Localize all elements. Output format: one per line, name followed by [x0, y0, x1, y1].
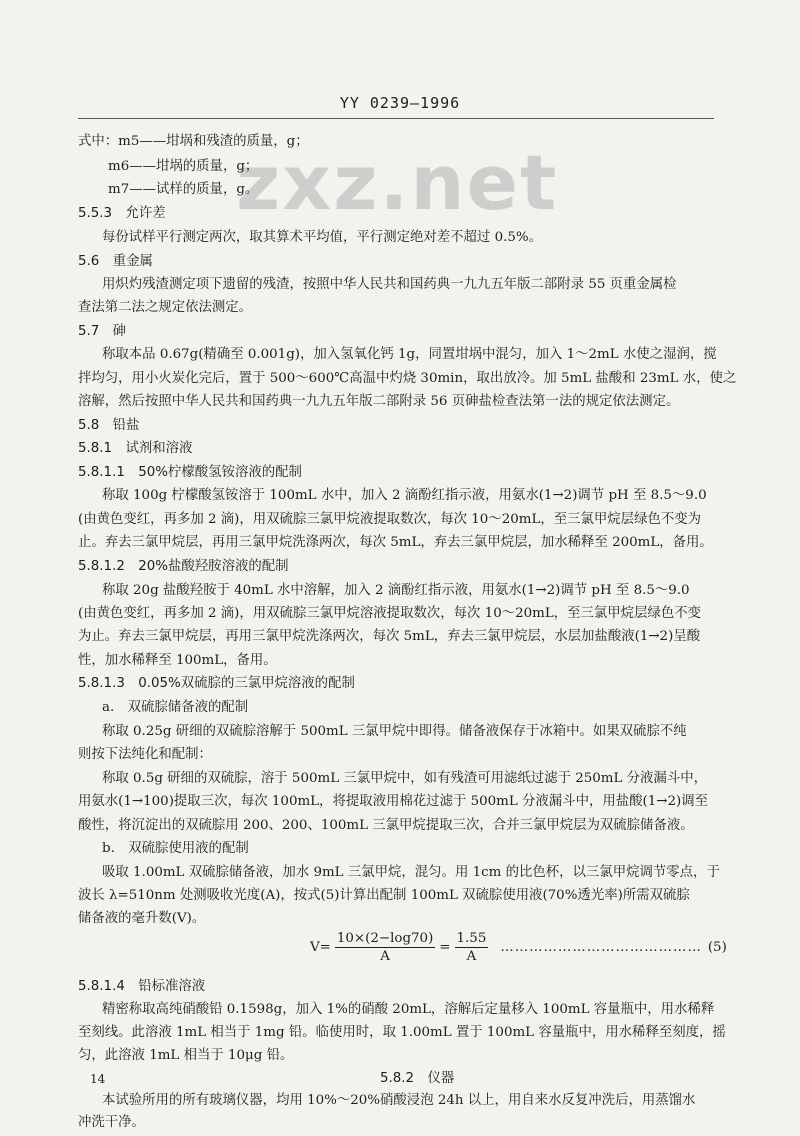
section-heading: 5.8.1.4 铅标准溶液: [78, 979, 206, 994]
body-line: 查法第二法之规定依法测定。: [78, 300, 253, 315]
body-line: 每份试样平行测定两次，取其算术平均值，平行测定绝对差不超过 0.5%。: [102, 230, 542, 245]
section-heading: 5.5.3 允许差: [78, 206, 166, 221]
section-heading: 5.8.1 试剂和溶液: [78, 441, 193, 456]
body-line: 储备液的毫升数(V)。: [78, 911, 206, 926]
body-line: 称取 100g 柠檬酸氢铵溶于 100mL 水中，加入 2 滴酚红指示液，用氨水(1→2)调节 pH 至 8.5～9.0: [102, 488, 707, 503]
body-line: 则按下法纯化和配制：: [78, 747, 212, 762]
body-line: 止。弃去三氯甲烷层，再用三氯甲烷洗涤两次，每次 5mL，弃去三氯甲烷层，加水稀释至 200mL，备用。: [78, 535, 713, 550]
body-line: 酸性，将沉淀出的双硫腙用 200、200、100mL 三氯甲烷提取三次，合并三氯甲烷层为双硫腙储备液。: [78, 818, 694, 833]
formula-legend-line: 式中：m5——坩埚和残渣的质量，g；: [78, 134, 309, 149]
body-line: 至刻线。此溶液 1mL 相当于 1mg 铅。临使用时，取 1.00mL 置于 100mL 容量瓶中，用水稀释至刻度，摇: [78, 1025, 726, 1040]
body-line: 用炽灼残渣测定项下遗留的残渣，按照中华人民共和国药典一九九五年版二部附录 55 页重金属检: [102, 277, 677, 292]
fraction-1-denominator: A: [380, 949, 390, 964]
body-line: 冲洗干净。: [78, 1115, 145, 1130]
body-line: 称取 20g 盐酸羟胺于 40mL 水中溶解，加入 2 滴酚红指示液，用氨水(1→2)调节 pH 至 8.5～9.0: [102, 583, 690, 598]
section-heading: 5.6 重金属: [78, 254, 153, 269]
page-number: 14: [90, 1072, 106, 1086]
formula-legend-line: m7——试样的质量，g。: [108, 182, 259, 197]
subsection-heading: b. 双硫腙使用液的配制: [102, 841, 249, 856]
body-line: 用氨水(1→100)提取三次，每次 100mL，将提取液用棉花过滤于 500mL 分液漏斗中，用盐酸(1→2)调至: [78, 794, 709, 809]
equation-number: (5): [707, 940, 727, 955]
section-heading: 5.7 砷: [78, 324, 127, 339]
equation-lhs: V=: [310, 940, 331, 955]
formula-legend-line: m6——坩埚的质量，g；: [108, 159, 259, 174]
body-line: 匀，此溶液 1mL 相当于 10μg 铅。: [78, 1048, 294, 1063]
section-heading: 5.8.1.3 0.05%双硫腙的三氯甲烷溶液的配制: [78, 676, 355, 691]
section-heading: 5.8.1.2 20%盐酸羟胺溶液的配制: [78, 559, 289, 574]
section-heading: 5.8 铅盐: [78, 418, 140, 433]
body-line: 性，加水稀释至 100mL，备用。: [78, 653, 277, 668]
fraction-2-numerator: 1.55: [456, 931, 487, 946]
body-line: 称取本品 0.67g(精确至 0.001g)，加入氢氧化钙 1g，同置坩埚中混匀，加入 1～2mL 水使之湿润，搅: [102, 347, 717, 362]
body-line: 波长 λ=510nm 处测吸收光度(A)，按式(5)计算出配制 100mL 双硫腙使用液(70%透光率)所需双硫腙: [78, 888, 690, 903]
header-rule: [78, 118, 714, 119]
standard-code: YY 0239—1996: [339, 94, 461, 112]
watermark: zxz.net: [236, 138, 559, 227]
fraction-2: [455, 930, 489, 965]
equals-sign: =: [439, 940, 451, 955]
subsection-heading: a. 双硫腙储备液的配制: [102, 700, 249, 715]
body-line: (由黄色变红，再多加 2 滴)，用双硫腙三氯甲烷溶液提取数次，每次 10～20mL，至三氯甲烷层绿色不变: [78, 606, 702, 621]
fraction-1: [335, 930, 435, 965]
body-line: 精密称取高纯硝酸铅 0.1598g，加入 1%的硝酸 20mL，溶解后定量移入 100mL 容量瓶中，用水稀释: [102, 1002, 715, 1017]
body-line: 本试验所用的所有玻璃仪器，均用 10%～20%硝酸浸泡 24h 以上，用自来水反复冲洗后，用蒸馏水: [102, 1093, 696, 1108]
body-line: 称取 0.25g 研细的双硫腙溶解于 500mL 三氯甲烷中即得。储备液保存于冰箱中。如果双硫腙不纯: [102, 724, 687, 739]
body-line: 吸取 1.00mL 双硫腙储备液，加水 9mL 三氯甲烷，混匀。用 1cm 的比色杯，以三氯甲烷调节零点，于: [102, 865, 720, 880]
equation-5: [310, 930, 727, 965]
fraction-2-denominator: A: [466, 949, 477, 964]
body-line: 溶解，然后按照中华人民共和国药典一九九五年版二部附录 56 页砷盐检查法第一法的规定依法测定。: [78, 394, 680, 409]
section-heading: 5.8.1.1 50%柠檬酸氢铵溶液的配制: [78, 465, 302, 480]
body-line: 称取 0.5g 研细的双硫腙，溶于 500mL 三氯甲烷中，如有残渣可用滤纸过滤于 250mL 分液漏斗中，: [102, 771, 707, 786]
body-line: 拌均匀，用小火炭化完后，置于 500～600℃高温中灼烧 30min，取出放冷。加 5mL 盐酸和 23mL 水，使之: [78, 371, 737, 386]
body-line: (由黄色变红，再多加 2 滴)，用双硫腙三氯甲烷液提取数次，每次 10～20mL，至三氯甲烷层绿色不变为: [78, 512, 702, 527]
fraction-1-numerator: 10×(2−log70): [336, 931, 434, 946]
section-heading: 5.8.2 仪器: [380, 1071, 455, 1086]
leader-dots: ……………………………………: [500, 940, 702, 955]
body-line: 为止。弃去三氯甲烷层，再用三氯甲烷洗涤两次，每次 5mL，弃去三氯甲烷层，水层加盐酸液(1→2)呈酸: [78, 629, 701, 644]
